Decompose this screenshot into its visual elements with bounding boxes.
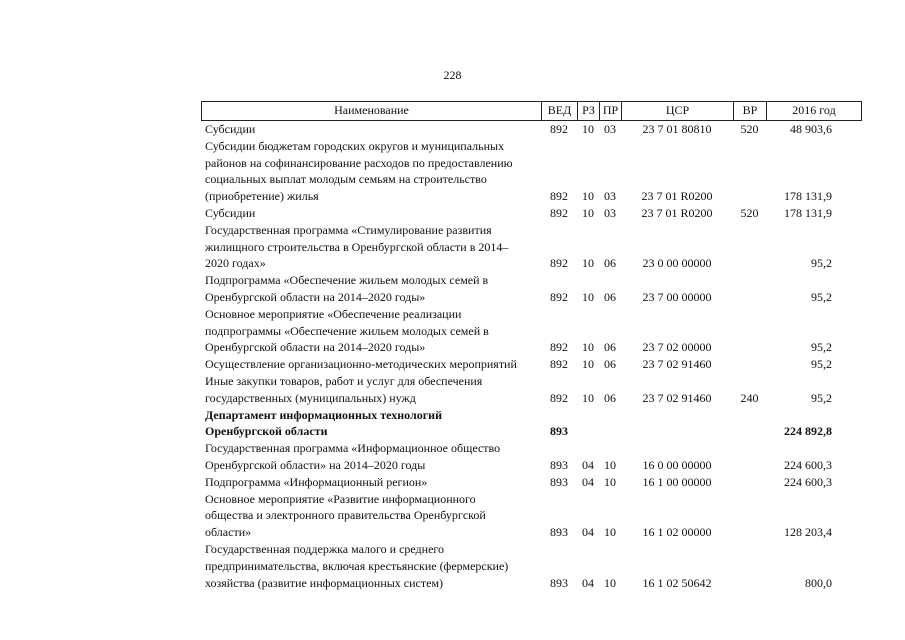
cell-ved: 892 — [550, 256, 568, 271]
cell-csr: 23 7 01 R0200 — [641, 189, 713, 204]
row-name-line: Осуществление организационно-методических мероприятий — [205, 357, 517, 372]
cell-rz: 04 — [582, 575, 594, 590]
cell-pr: 06 — [604, 357, 616, 372]
cell-sum: 224 600,3 — [784, 457, 832, 472]
cell-ved: 892 — [550, 189, 568, 204]
cell-pr: 10 — [604, 575, 616, 590]
cell-rz: 10 — [582, 289, 594, 304]
cell-csr: 23 0 00 00000 — [642, 256, 712, 271]
cell-pr: 10 — [604, 525, 616, 540]
row-name — [201, 272, 541, 306]
cell-ved: 893 — [550, 575, 568, 590]
table-row — [201, 491, 862, 541]
cell-sum: 95,2 — [811, 340, 832, 355]
cell-sum: 224 600,3 — [784, 474, 832, 489]
row-name-line: области» — [205, 525, 252, 540]
row-name-line: социальных выплат молодым семьям на строительство — [205, 172, 487, 187]
row-name — [201, 205, 541, 222]
cell-pr: 03 — [604, 205, 616, 220]
table-row — [201, 440, 862, 474]
row-name — [201, 541, 541, 591]
cell-pr: 10 — [604, 474, 616, 489]
budget-table — [201, 101, 862, 591]
cell-ved: 892 — [550, 390, 568, 405]
table-header — [201, 101, 862, 121]
cell-ved: 893 — [550, 457, 568, 472]
cell-rz: 04 — [582, 474, 594, 489]
header-pr: ПР — [599, 102, 621, 120]
row-name-line: 2020 годах» — [205, 256, 266, 271]
cell-rz: 10 — [582, 357, 594, 372]
row-name-line: Оренбургской области» на 2014–2020 годы — [205, 457, 426, 472]
cell-csr: 16 1 02 00000 — [642, 525, 712, 540]
cell-rz: 04 — [582, 525, 594, 540]
cell-vr: 520 — [740, 122, 759, 136]
cell-sum: 95,2 — [811, 289, 832, 304]
row-name-line: Оренбургской области — [205, 424, 328, 439]
row-name-line: Государственная программа «Стимулирование развития — [205, 222, 492, 237]
row-name-line: подпрограммы «Обеспечение жильем молодых семей в — [205, 323, 489, 338]
row-name-line: общества и электронного правительства Оренбургской — [205, 508, 486, 523]
table-row — [201, 373, 862, 407]
table-row — [201, 474, 862, 491]
cell-sum: 224 892,8 — [784, 424, 832, 439]
cell-csr: 23 7 01 R0200 — [641, 205, 713, 220]
cell-pr: 10 — [604, 457, 616, 472]
cell-ved: 892 — [550, 289, 568, 304]
row-name-line: районов на софинансирование расходов по предоставлению — [205, 155, 513, 170]
table-row — [201, 222, 862, 272]
table-row — [201, 356, 862, 373]
cell-ved: 892 — [550, 122, 568, 136]
header-csr: ЦСР — [621, 102, 733, 120]
table-body — [201, 121, 862, 591]
cell-rz: 10 — [582, 205, 594, 220]
cell-sum: 178 131,9 — [784, 205, 832, 220]
cell-sum: 95,2 — [811, 390, 832, 405]
row-name — [201, 373, 541, 407]
cell-csr: 23 7 02 91460 — [642, 390, 712, 405]
cell-ved: 892 — [550, 357, 568, 372]
row-name-line: Оренбургской области на 2014–2020 годы» — [205, 340, 426, 355]
table-row — [201, 205, 862, 222]
cell-sum: 178 131,9 — [784, 189, 832, 204]
cell-sum: 128 203,4 — [784, 525, 832, 540]
table-row — [201, 541, 862, 591]
row-name-line: Иные закупки товаров, работ и услуг для обеспечения — [205, 373, 483, 388]
cell-csr: 16 0 00 00000 — [642, 457, 712, 472]
cell-pr: 03 — [604, 122, 616, 136]
row-name-line: Подпрограмма «Обеспечение жильем молодых семей в — [205, 273, 489, 288]
page-number: 228 — [443, 68, 462, 82]
cell-ved: 893 — [550, 474, 568, 489]
cell-pr: 03 — [604, 189, 616, 204]
row-name-line: Субсидии — [205, 122, 256, 136]
table-row — [201, 306, 862, 356]
cell-ved: 893 — [550, 525, 568, 540]
table-row — [201, 272, 862, 306]
row-name — [201, 356, 541, 373]
row-name — [201, 440, 541, 474]
cell-vr: 520 — [740, 205, 759, 220]
header-year: 2016 год — [766, 102, 862, 120]
cell-rz: 10 — [582, 256, 594, 271]
row-name-line: Оренбургской области на 2014–2020 годы» — [205, 289, 426, 304]
cell-csr: 16 1 00 00000 — [642, 474, 712, 489]
cell-sum: 48 903,6 — [790, 122, 832, 136]
cell-pr: 06 — [604, 340, 616, 355]
row-name — [201, 306, 541, 356]
cell-vr: 240 — [740, 390, 759, 405]
cell-rz: 10 — [582, 340, 594, 355]
row-name-line: предпринимательства, включая крестьянские (фермерские) — [205, 558, 509, 573]
table-row — [201, 407, 862, 441]
cell-rz: 04 — [582, 457, 594, 472]
row-name — [201, 138, 541, 205]
cell-csr: 16 1 02 50642 — [642, 575, 712, 590]
row-name-line: Субсидии бюджетам городских округов и муниципальных — [205, 138, 505, 153]
cell-sum: 95,2 — [811, 357, 832, 372]
row-name-line: Государственная поддержка малого и среднего — [205, 541, 445, 556]
row-name-line: Подпрограмма «Информационный регион» — [205, 474, 428, 489]
cell-ved: 892 — [550, 205, 568, 220]
table-row — [201, 121, 862, 138]
header-rz: РЗ — [577, 102, 599, 120]
cell-ved: 893 — [550, 424, 568, 439]
row-name-line: Государственная программа «Информационное общество — [205, 441, 501, 456]
cell-pr: 06 — [604, 256, 616, 271]
row-name — [201, 474, 541, 491]
row-name-line: (приобретение) жилья — [205, 189, 319, 204]
header-vr: ВР — [733, 102, 766, 120]
cell-rz: 10 — [582, 122, 594, 136]
cell-csr: 23 7 00 00000 — [642, 289, 712, 304]
header-name: Наименование — [201, 102, 541, 120]
cell-pr: 06 — [604, 390, 616, 405]
cell-csr: 23 7 02 00000 — [642, 340, 712, 355]
header-ved: ВЕД — [541, 102, 577, 120]
cell-pr: 06 — [604, 289, 616, 304]
row-name-line: Основное мероприятие «Развитие информационного — [205, 491, 476, 506]
cell-ved: 892 — [550, 340, 568, 355]
cell-rz: 10 — [582, 189, 594, 204]
row-name — [201, 491, 541, 541]
cell-sum: 800,0 — [805, 575, 832, 590]
row-name — [201, 407, 541, 441]
row-name-line: Основное мероприятие «Обеспечение реализации — [205, 306, 462, 321]
cell-sum: 95,2 — [811, 256, 832, 271]
row-name-line: хозяйства (развитие информационных систем) — [205, 575, 444, 590]
row-name — [201, 121, 541, 138]
row-name — [201, 222, 541, 272]
row-name-line: государственных (муниципальных) нужд — [205, 390, 416, 405]
cell-csr: 23 7 02 91460 — [642, 357, 712, 372]
cell-csr: 23 7 01 80810 — [642, 122, 712, 136]
cell-rz: 10 — [582, 390, 594, 405]
row-name-line: Департамент информационных технологий — [205, 407, 442, 422]
row-name-line: жилищного строительства в Оренбургской области в 2014– — [205, 239, 509, 254]
table-row — [201, 138, 862, 205]
row-name-line: Субсидии — [205, 205, 256, 220]
